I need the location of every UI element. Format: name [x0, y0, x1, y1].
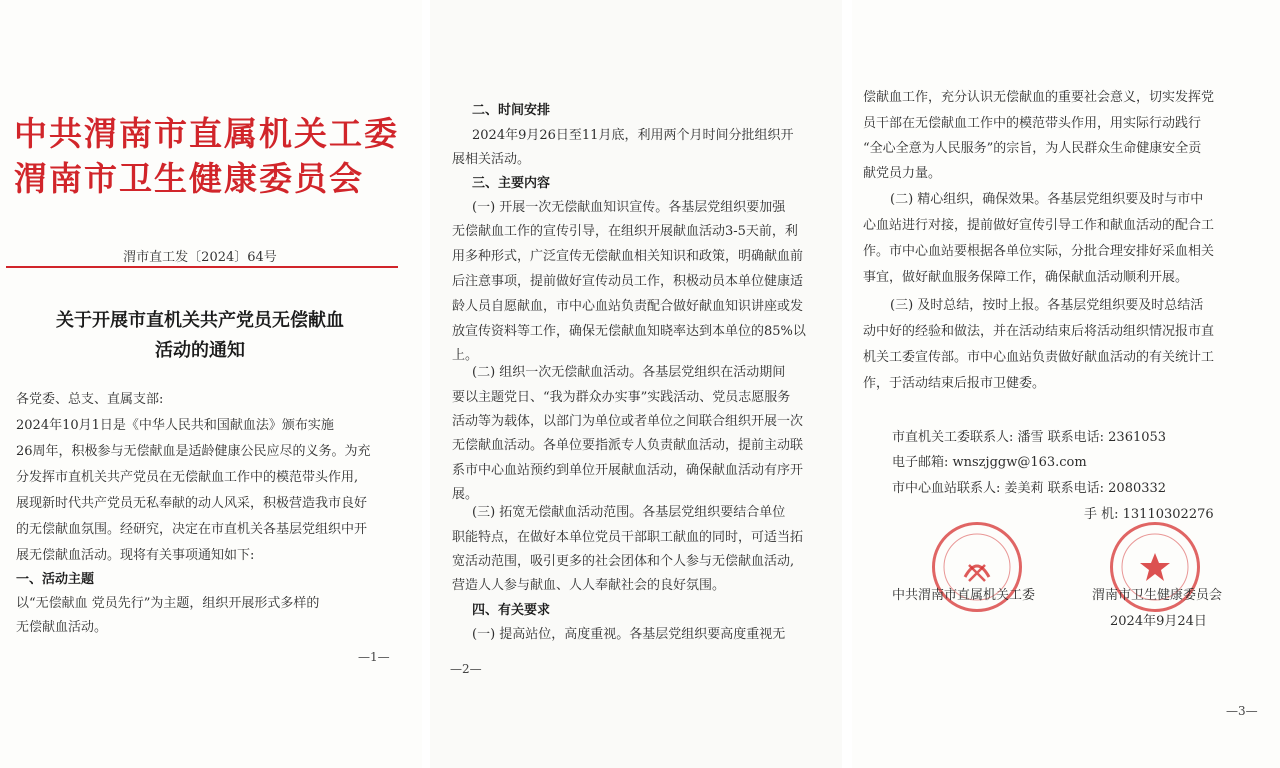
body-line: 要以主题党日、“我为群众办实事”实践活动、党员志愿服务: [452, 390, 791, 405]
red-header-title-line-2: 渭南市卫生健康委员会: [14, 159, 364, 198]
body-line: 活动等为载体，以部门为单位或者单位之间联合组织开展一次: [452, 414, 804, 429]
body-line: “全心全意为人民服务”的宗旨，为人民群众生命健康安全贡: [863, 141, 1202, 156]
document-number: 渭市直工发〔2024〕64号: [123, 250, 277, 265]
section-heading: 四、有关要求: [472, 603, 551, 618]
body-line: 机关工委宣传部。市中心血站负责做好献血活动的有关统计工: [863, 350, 1215, 365]
document-page-1: [0, 0, 422, 768]
body-line: 无偿献血活动。各单位要指派专人负责献血活动，提前主动联: [452, 438, 804, 453]
body-line: 事宜，做好献血服务保障工作，确保献血活动顺利开展。: [863, 270, 1189, 285]
document-page-2: [430, 0, 842, 768]
body-line: (二) 组织一次无偿献血活动。各基层党组织在活动期间: [472, 365, 786, 380]
body-line: 分发挥市直机关共产党员在无偿献血工作中的模范带头作用,: [16, 470, 359, 485]
body-line: 展现新时代共产党员无私奉献的动人风采，积极营造我市良好: [16, 496, 368, 511]
body-line: 展无偿献血活动。现将有关事项通知如下:: [16, 548, 255, 563]
section-heading: 二、时间安排: [472, 103, 551, 118]
body-line: 后注意事项，提前做好宣传动员工作，积极动员本单位健康适: [452, 274, 804, 289]
body-line: (二) 精心组织，确保效果。各基层党组织要及时与市中: [890, 192, 1204, 207]
body-line: 展相关活动。: [452, 152, 531, 167]
notice-title-line-2: 活动的通知: [155, 340, 245, 361]
page-number: —2—: [450, 662, 482, 676]
body-line: 26周年，积极参与无偿献血是适龄健康公民应尽的义务。为充: [16, 444, 371, 459]
signature-org-work-committee: 中共渭南市直属机关工委: [892, 588, 1036, 603]
body-line: 的无偿献血氛围。经研究，决定在市直机关各基层党组织中开: [16, 522, 368, 537]
body-line: 心血站进行对接，提前做好宣传引导工作和献血活动的配合工: [863, 218, 1215, 233]
signature-org-health-commission: 渭南市卫生健康委员会: [1092, 588, 1223, 603]
body-line: 职能特点，在做好本单位党员干部职工献血的同时，可适当拓: [452, 530, 804, 545]
signature-date: 2024年9月24日: [1110, 614, 1207, 629]
body-line: 营造人人参与献血、人人奉献社会的良好氛围。: [452, 578, 726, 593]
body-line: 以“无偿献血 党员先行”为主题，组织开展形式多样的: [16, 596, 320, 611]
body-line: 2024年10月1日是《中华人民共和国献血法》颁布实施: [16, 418, 334, 433]
body-line: (三) 及时总结，按时上报。各基层党组织要及时总结活: [890, 298, 1204, 313]
body-line: 动中好的经验和做法，并在活动结束后将活动组织情况报市直: [863, 324, 1215, 339]
page-number: —1—: [358, 650, 390, 664]
section-heading: 一、活动主题: [16, 572, 95, 587]
body-line: 上。: [452, 348, 479, 363]
red-divider-line: [6, 266, 398, 268]
body-line: 系市中心血站预约到单位开展献血活动，确保献血活动有序开: [452, 463, 804, 478]
contact-mobile: 手 机: 13110302276: [1084, 507, 1214, 522]
body-line: 偿献血工作，充分认识无偿献血的重要社会意义，切实发挥党: [863, 90, 1215, 105]
section-heading: 三、主要内容: [472, 176, 551, 191]
body-line: (三) 拓宽无偿献血活动范围。各基层党组织要结合单位: [472, 505, 786, 520]
body-line: (一) 开展一次无偿献血知识宣传。各基层党组织要加强: [472, 200, 786, 215]
body-line: 宽活动范围，吸引更多的社会团体和个人参与无偿献血活动,: [452, 554, 795, 569]
body-line: 展。: [452, 487, 479, 502]
body-line: 员干部在无偿献血工作中的模范带头作用，用实际行动践行: [863, 116, 1202, 131]
body-line: 用多种形式，广泛宣传无偿献血相关知识和政策，明确献血前: [452, 249, 804, 264]
salutation: 各党委、总支、直属支部:: [16, 392, 164, 407]
document-page-3: [852, 0, 1280, 768]
body-line: 献党员力量。: [863, 166, 942, 181]
body-line: (一) 提高站位，高度重视。各基层党组织要高度重视无: [472, 627, 786, 642]
page-number: —3—: [1226, 704, 1258, 718]
body-line: 作，于活动结束后报市卫健委。: [863, 376, 1046, 391]
body-line: 无偿献血工作的宣传引导，在组织开展献血活动3-5天前，利: [452, 224, 798, 239]
body-line: 放宣传资料等工作，确保无偿献血知晓率达到本单位的85%以: [452, 324, 806, 339]
body-line: 2024年9月26日至11月底，利用两个月时间分批组织开: [472, 128, 794, 143]
body-line: 龄人员自愿献血，市中心血站负责配合做好献血知识讲座或发: [452, 299, 804, 314]
red-header-title-line-1: 中共渭南市直属机关工委: [14, 114, 399, 153]
notice-title-line-1: 关于开展市直机关共产党员无偿献血: [56, 310, 344, 331]
body-line: 作。市中心血站要根据各单位实际，分批合理安排好采血相关: [863, 244, 1215, 259]
contact-email: 电子邮箱: wnszjggw@163.com: [892, 455, 1087, 470]
body-line: 无偿献血活动。: [16, 620, 108, 635]
contact-line-work-committee: 市直机关工委联系人: 潘雪 联系电话: 2361053: [892, 430, 1167, 445]
contact-line-blood-center: 市中心血站联系人: 姜美莉 联系电话: 2080332: [892, 481, 1167, 496]
